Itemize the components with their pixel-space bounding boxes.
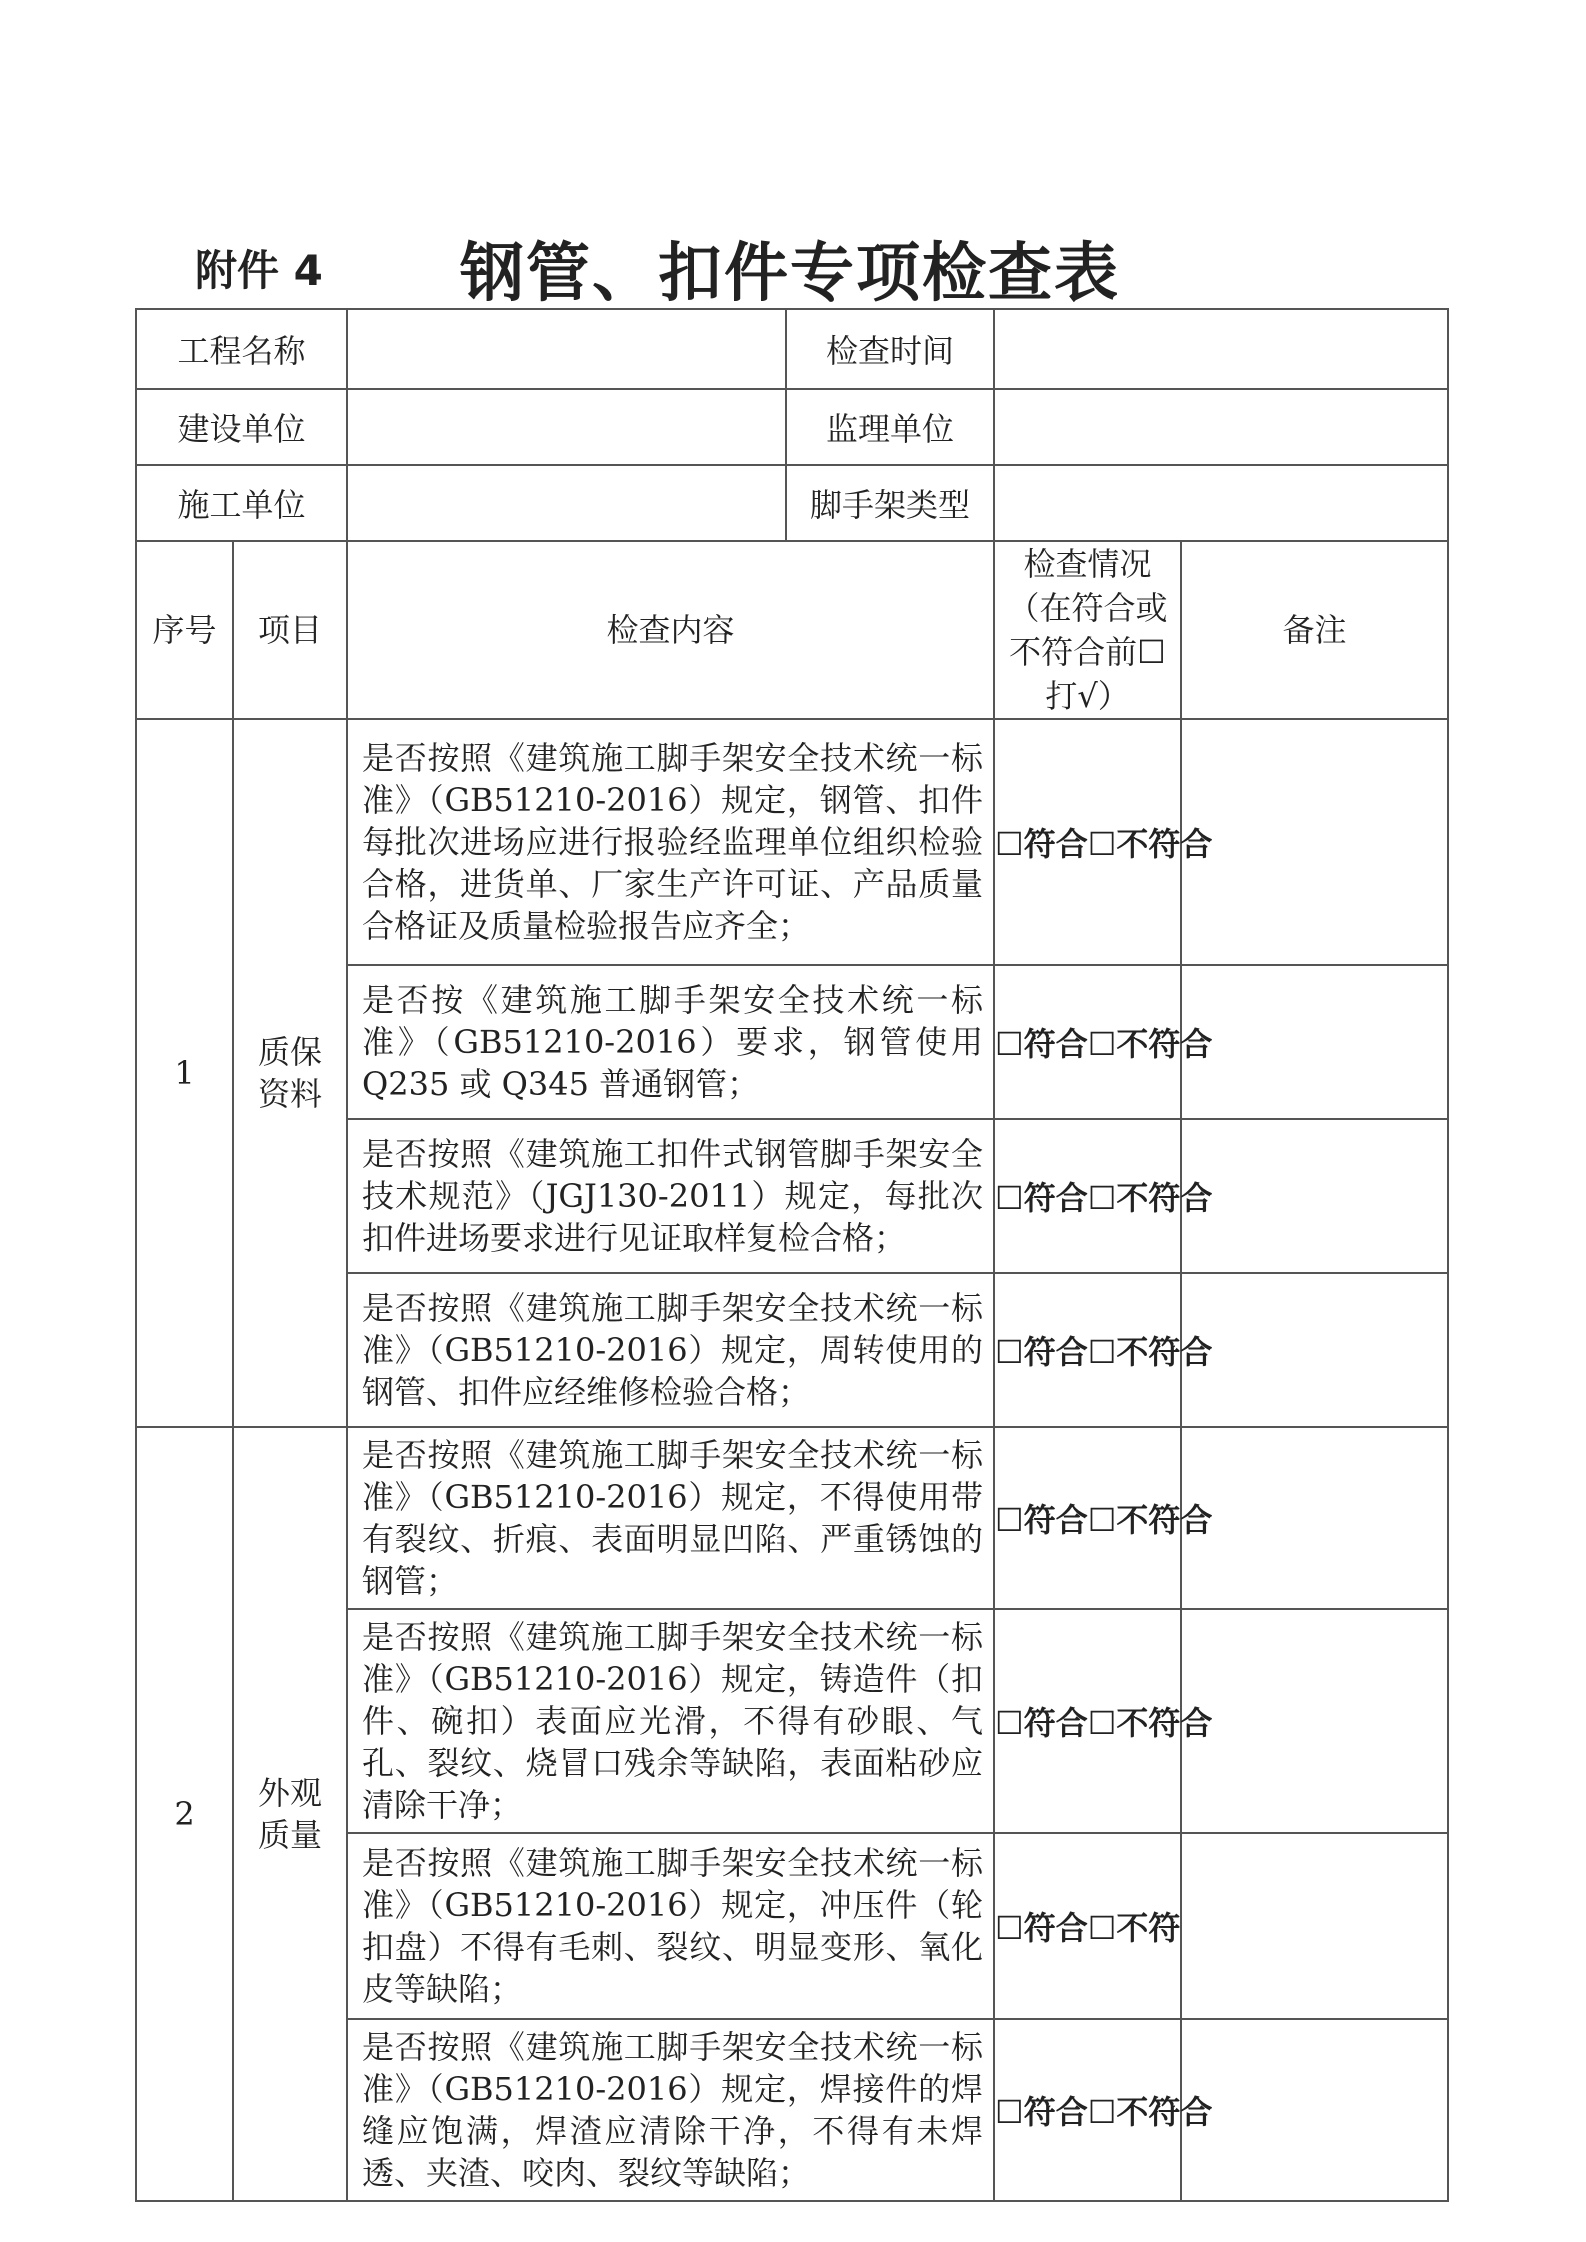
check-content: 是否按《建筑施工脚手架安全技术统一标准》（GB51210-2016）要求，钢管使用 Q235 或 Q345 普通钢管； — [347, 965, 994, 1119]
col-header-remark: 备注 — [1181, 541, 1448, 719]
check-time-label: 检查时间 — [786, 309, 994, 389]
check-content: 是否按照《建筑施工脚手架安全技术统一标准》（GB51210-2016）规定，铸造件（扣件、碗扣）表面应光滑，不得有砂眼、气孔、裂纹、烧冒口残余等缺陷，表面粘砂应清除干净； — [347, 1609, 994, 1833]
check-content: 是否按照《建筑施工扣件式钢管脚手架安全技术规范》（JGJ130-2011）规定，每批次扣件进场要求进行见证取样复检合格； — [347, 1119, 994, 1273]
section-category: 外观质量 — [233, 1427, 347, 2201]
section-no: 1 — [136, 719, 233, 1427]
check-time-field[interactable] — [994, 309, 1448, 389]
check-content: 是否按照《建筑施工脚手架安全技术统一标准》（GB51210-2016）规定，焊接件的焊缝应饱满，焊渣应清除干净，不得有未焊透、夹渣、咬肉、裂纹等缺陷； — [347, 2019, 994, 2201]
status-checkboxes[interactable]: ☐符合☐不符合 — [994, 1119, 1181, 1273]
status-checkboxes[interactable]: ☐符合☐不符合 — [994, 719, 1181, 965]
col-header-status: 检查情况（在符合或不符合前☐打√） — [994, 541, 1181, 719]
check-content: 是否按照《建筑施工脚手架安全技术统一标准》（GB51210-2016）规定，周转使用的钢管、扣件应经维修检验合格； — [347, 1273, 994, 1427]
scaffold-type-field[interactable] — [994, 465, 1448, 541]
status-checkboxes[interactable]: ☐符合☐不符合 — [994, 2019, 1181, 2201]
status-checkboxes[interactable]: ☐符合☐不符合 — [994, 1273, 1181, 1427]
remark-field[interactable] — [1181, 1273, 1448, 1427]
project-name-label: 工程名称 — [136, 309, 347, 389]
constructor-label: 施工单位 — [136, 465, 347, 541]
scaffold-type-label: 脚手架类型 — [786, 465, 994, 541]
attachment-label: 附件 4 — [195, 246, 323, 295]
remark-field[interactable] — [1181, 965, 1448, 1119]
remark-field[interactable] — [1181, 1833, 1448, 2019]
page-title: 钢管、扣件专项检查表 — [460, 237, 1120, 311]
inspection-table — [135, 308, 1449, 2202]
constructor-field[interactable] — [347, 465, 786, 541]
col-header-no: 序号 — [136, 541, 233, 719]
remark-field[interactable] — [1181, 1609, 1448, 1833]
remark-field[interactable] — [1181, 719, 1448, 965]
table-row — [136, 719, 1448, 965]
section-no: 2 — [136, 1427, 233, 2201]
check-content: 是否按照《建筑施工脚手架安全技术统一标准》（GB51210-2016）规定，冲压件（轮扣盘）不得有毛刺、裂纹、明显变形、氧化皮等缺陷； — [347, 1833, 994, 2019]
info-row-constructor — [136, 465, 1448, 541]
supervisor-field[interactable] — [994, 389, 1448, 465]
table-row — [136, 1427, 1448, 1609]
remark-field[interactable] — [1181, 1427, 1448, 1609]
remark-field[interactable] — [1181, 2019, 1448, 2201]
check-content: 是否按照《建筑施工脚手架安全技术统一标准》（GB51210-2016）规定，不得使用带有裂纹、折痕、表面明显凹陷、严重锈蚀的钢管； — [347, 1427, 994, 1609]
remark-field[interactable] — [1181, 1119, 1448, 1273]
status-checkboxes[interactable]: ☐符合☐不符 — [994, 1833, 1181, 2019]
builder-label: 建设单位 — [136, 389, 347, 465]
info-row-builder — [136, 389, 1448, 465]
project-name-field[interactable] — [347, 309, 786, 389]
status-checkboxes[interactable]: ☐符合☐不符合 — [994, 1609, 1181, 1833]
supervisor-label: 监理单位 — [786, 389, 994, 465]
builder-field[interactable] — [347, 389, 786, 465]
status-checkboxes[interactable]: ☐符合☐不符合 — [994, 1427, 1181, 1609]
section-category: 质保资料 — [233, 719, 347, 1427]
column-header-row — [136, 541, 1448, 719]
col-header-content: 检查内容 — [347, 541, 994, 719]
col-header-item: 项目 — [233, 541, 347, 719]
check-content: 是否按照《建筑施工脚手架安全技术统一标准》（GB51210-2016）规定，钢管、扣件每批次进场应进行报验经监理单位组织检验合格，进货单、厂家生产许可证、产品质量合格证及质量检验报告应齐全； — [347, 719, 994, 965]
info-row-project — [136, 309, 1448, 389]
status-checkboxes[interactable]: ☐符合☐不符合 — [994, 965, 1181, 1119]
